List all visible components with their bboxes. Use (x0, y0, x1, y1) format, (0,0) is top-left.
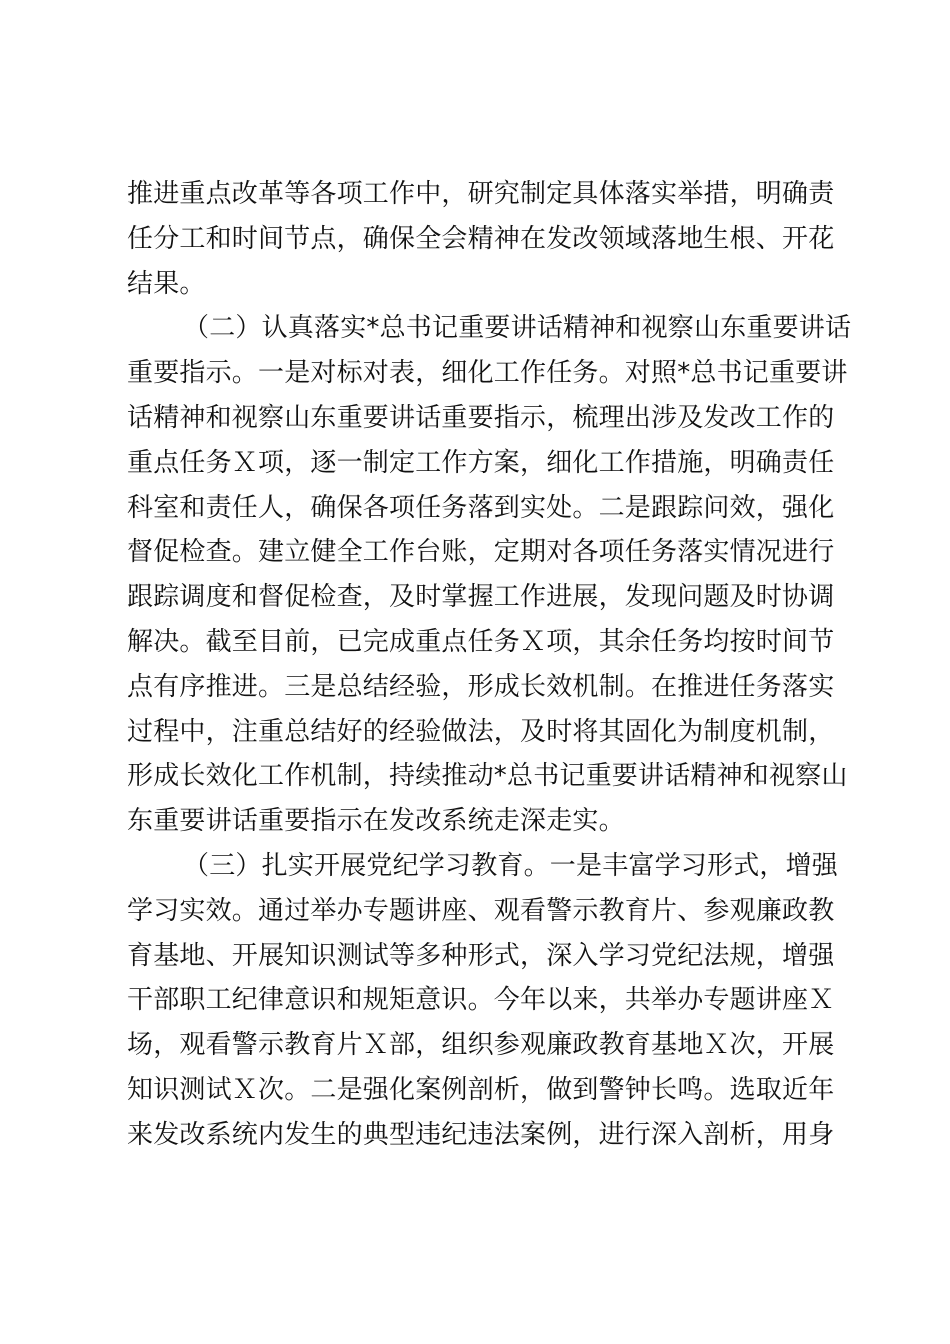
text-line: 督促检查。建立健全工作台账，定期对各项任务落实情况进行 (127, 537, 835, 568)
document-body (127, 172, 852, 1158)
section-heading-line: （三）扎实开展党纪学习教育。一是丰富学习形式，增强 (183, 850, 839, 881)
text-line: 过程中，注重总结好的经验做法，及时将其固化为制度机制， (127, 716, 835, 747)
text-line: 任分工和时间节点，确保全会精神在发改领域落地生根、开花 (127, 223, 835, 254)
text-line: 重点任务Ｘ项，逐一制定工作方案，细化工作措施，明确责任 (127, 447, 835, 478)
section-heading-line: （二）认真落实*总书记重要讲话精神和视察山东重要讲话 (183, 313, 852, 344)
text-line: 场，观看警示教育片Ｘ部，组织参观廉政教育基地Ｘ次，开展 (127, 1030, 835, 1061)
text-line: 推进重点改革等各项工作中，研究制定具体落实举措，明确责 (127, 179, 835, 209)
text-line: 东重要讲话重要指示在发改系统走深走实。 (127, 806, 625, 837)
text-line: 重要指示。一是对标对表，细化工作任务。对照*总书记重要讲 (127, 358, 848, 389)
text-line: 来发改系统内发生的典型违纪违法案例，进行深入剖析，用身 (127, 1119, 835, 1150)
text-line: 育基地、开展知识测试等多种形式，深入学习党纪法规，增强 (127, 940, 835, 971)
text-line: 结果。 (127, 268, 206, 299)
text-line: 知识测试Ｘ次。二是强化案例剖析，做到警钟长鸣。选取近年 (127, 1074, 835, 1105)
text-line: 解决。截至目前，已完成重点任务Ｘ项，其余任务均按时间节 (127, 626, 835, 657)
text-line: 形成长效化工作机制，持续推动*总书记重要讲话精神和视察山 (127, 761, 848, 792)
text-line: 学习实效。通过举办专题讲座、观看警示教育片、参观廉政教 (127, 895, 835, 926)
text-line: 点有序推进。三是总结经验，形成长效机制。在推进任务落实 (127, 671, 835, 702)
text-line: 话精神和视察山东重要讲话重要指示，梳理出涉及发改工作的 (127, 402, 835, 433)
text-line: 干部职工纪律意识和规矩意识。今年以来，共举办专题讲座Ｘ (127, 985, 835, 1016)
text-line: 科室和责任人，确保各项任务落到实处。二是跟踪问效，强化 (127, 492, 835, 523)
text-line: 跟踪调度和督促检查，及时掌握工作进展，发现问题及时协调 (127, 582, 835, 613)
